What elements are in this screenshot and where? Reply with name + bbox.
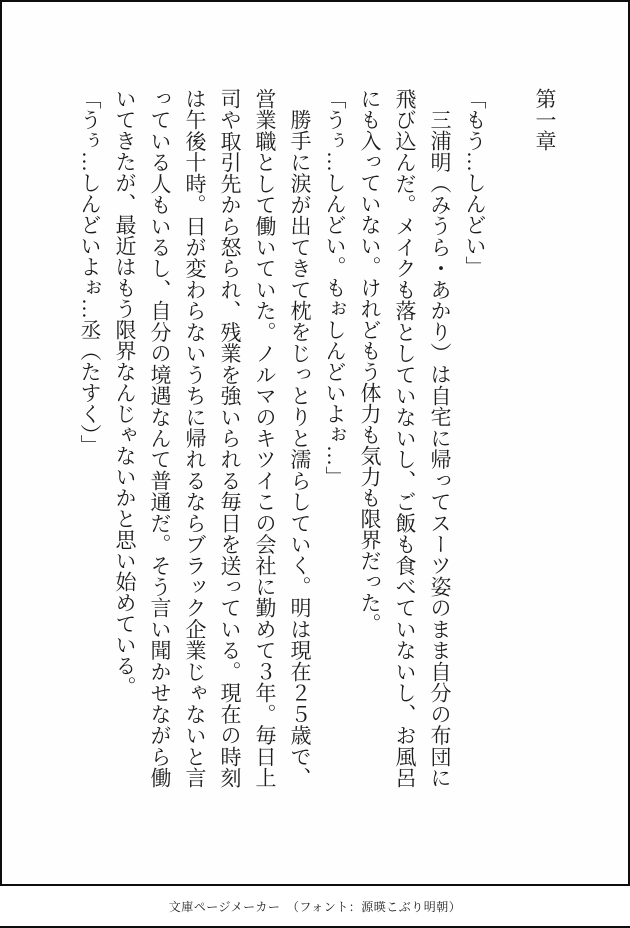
- paragraph: 勝手に涙が出てきて枕をじっとりと濡らしていく。明は現在２５歳で、営業職として働いていた。ノルマのキツイこの会社に勤めて３年。毎日上司や取引先から怒られ、残業を強いられる毎日を送っている。現在の時刻は午後十時。日が変わらないうちに帰れるならブラック企業じゃないと言っている人もいるし、自分の境遇なんて普通だ。そう言い聞かせながら働いてきたが、最近はもう限界なんじゃないかと思い始めている。: [113, 88, 312, 789]
- novel-text-block: [62, 88, 562, 788]
- footer-caption: 文庫ページメーカー （フォント：源暎こぶり明朝）: [0, 886, 630, 926]
- paragraph: 三浦明（みうら・あかり）は自宅に帰ってスーツ姿のまま自分の布団に飛び込んだ。メイクも落としていないし、ご飯も食べていないし、お風呂にも入っていない。けれどもう体力も気力も限界だった。: [358, 88, 452, 788]
- paragraph: 「もう…しんどい」: [463, 88, 487, 277]
- paragraph: 「うぅ…しんどい。もぉしんどいよぉ…」: [323, 88, 347, 487]
- chapter-title: 第一章: [533, 88, 557, 151]
- paragraph: 「うぅ…しんどいよぉ…丞（たすく）」: [78, 88, 102, 456]
